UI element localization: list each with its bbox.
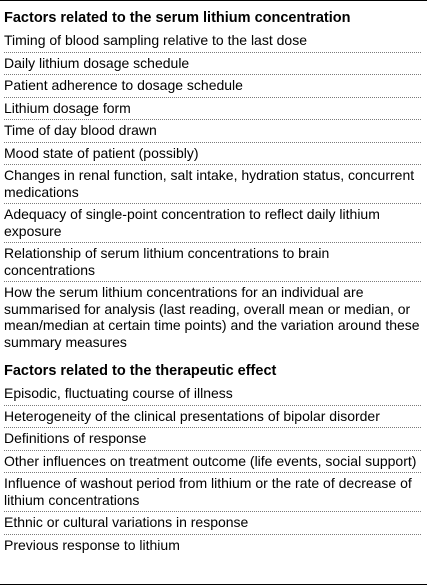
section-heading: Factors related to the therapeutic effect (4, 363, 277, 379)
table-body (4, 9, 421, 556)
list-item: Other influences on treatment outcome (life events, social support) (4, 451, 421, 474)
list-item: Daily lithium dosage schedule (4, 53, 421, 76)
list-item: Lithium dosage form (4, 98, 421, 121)
section-therapeutic-effect (4, 362, 421, 556)
list-item: Adequacy of single-point concentration to reflect daily lithium exposure (4, 204, 421, 243)
list-item: Patient adherence to dosage schedule (4, 75, 421, 98)
list-item: Time of day blood drawn (4, 120, 421, 143)
list-item: Heterogeneity of the clinical presentations of bipolar disorder (4, 406, 421, 429)
list-item: Influence of washout period from lithium or the rate of decrease of lithium concentrations (4, 473, 421, 512)
list-item: Timing of blood sampling relative to the last dose (4, 30, 421, 53)
section-heading: Factors related to the serum lithium concentration (4, 10, 351, 26)
list-item: Ethnic or cultural variations in response (4, 512, 421, 535)
list-item: Definitions of response (4, 428, 421, 451)
list-item: How the serum lithium concentrations for an individual are summarised for analysis (last reading, overall mean or median, or mean/median at certain time points) and the variation around these summary measures (4, 284, 420, 350)
list-item: Mood state of patient (possibly) (4, 143, 421, 166)
list-item: Relationship of serum lithium concentrations to brain concentrations (4, 243, 421, 282)
list-item: Episodic, fluctuating course of illness (4, 383, 421, 406)
list-item: Changes in renal function, salt intake, hydration status, concurrent medications (4, 165, 421, 204)
section-serum-concentration (4, 9, 421, 353)
list-item: Previous response to lithium (4, 536, 180, 553)
